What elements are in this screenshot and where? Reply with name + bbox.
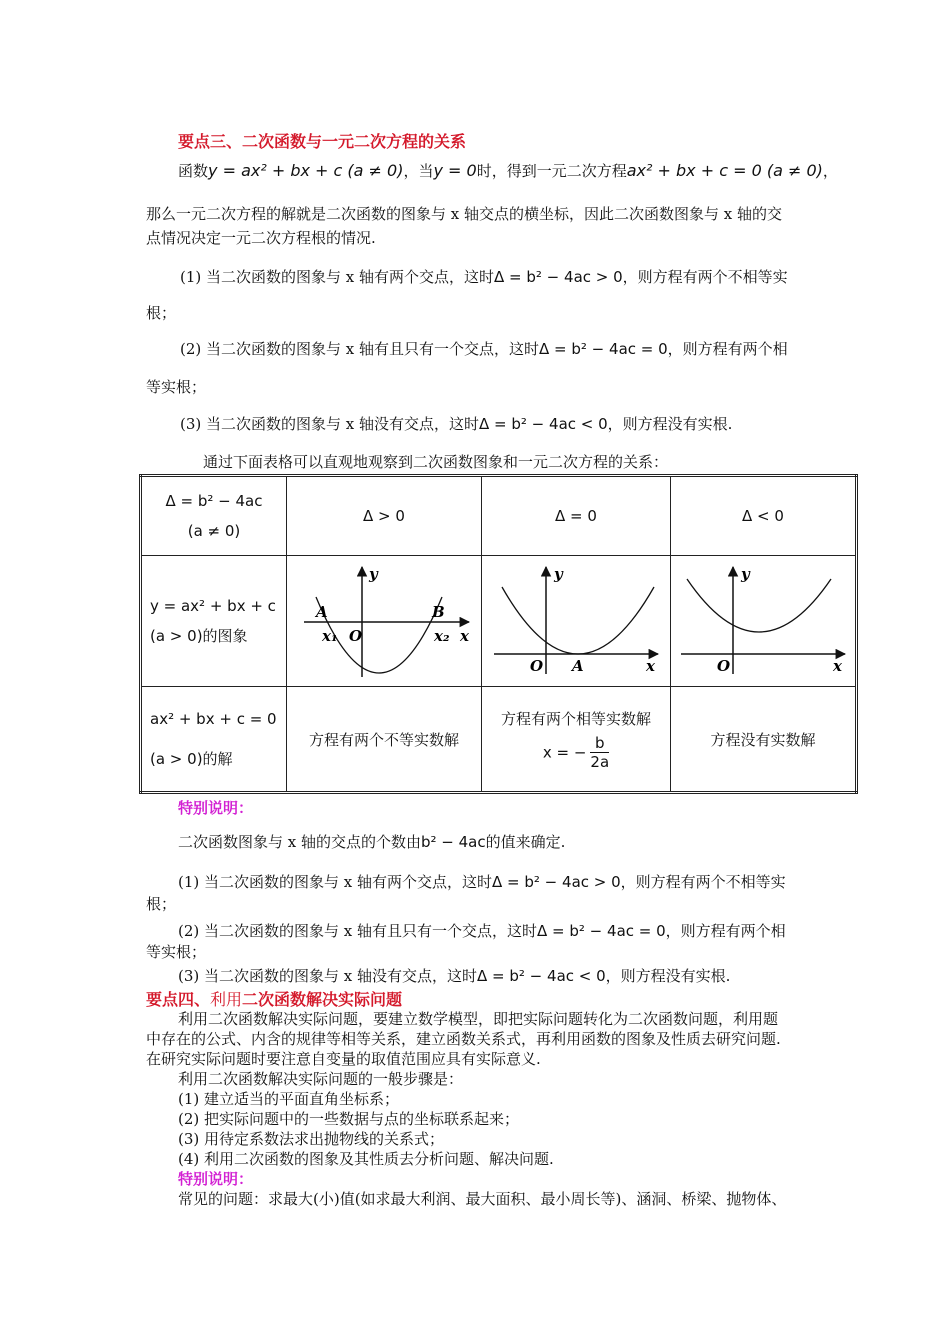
parabola (502, 587, 654, 654)
two-equal-roots: 方程有两个相等实数解 (500, 709, 651, 728)
y-zero-formula: y = 0 (433, 161, 477, 180)
graph-no-root-cell (671, 556, 857, 687)
condition-label (150, 739, 286, 779)
special-case2-line (178, 920, 786, 942)
header-cell-discriminant (141, 476, 287, 556)
equation-label: ax² + bx + c = 0 (150, 710, 277, 728)
header-condition: (a ≠ 0) (187, 522, 241, 540)
graph-two-roots (294, 559, 474, 679)
function-label: y = ax² + bx + c (150, 597, 276, 615)
origin-label: O (530, 657, 544, 675)
discriminant-formula: Δ = b² − 4ac < 0 (477, 967, 606, 985)
text: (1) 当二次函数的图象与 x 轴有两个交点，这时 (180, 268, 495, 286)
denominator: 2a (590, 752, 610, 771)
y-label: y (554, 565, 563, 583)
header-positive: Δ > 0 (363, 507, 405, 525)
point-b-label: B (432, 603, 445, 621)
header-negative: Δ < 0 (742, 507, 784, 525)
header-formula: Δ = b² − 4ac (165, 492, 263, 510)
text: (3) 当二次函数的图象与 x 轴没有交点，这时 (180, 415, 480, 433)
discriminant-formula: Δ = b² − 4ac = 0 (539, 340, 668, 358)
steps-intro: 利用二次函数解决实际问题的一般步骤是： (178, 1070, 464, 1088)
solution-row-label (141, 687, 287, 793)
point-a-label: A (572, 657, 584, 675)
special-note-title-2: 特别说明： (178, 1170, 254, 1188)
discriminant-formula: Δ = b² − 4ac > 0 (492, 873, 621, 891)
heading-use: 利用 (210, 990, 243, 1009)
text: ，则方程没有实根. (607, 415, 733, 433)
case2-line (180, 338, 788, 360)
table-intro: 通过下面表格可以直观地观察到二次函数图象和一元二次方程的关系： (203, 453, 669, 471)
special-note-title: 特别说明： (178, 799, 254, 817)
text: ，则方程有两个不相等实 (620, 873, 786, 891)
case3-line (180, 413, 732, 435)
condition-label (150, 621, 286, 651)
root-lhs: x = − (542, 743, 587, 761)
section3-line3: 点情况决定一元二次方程根的情况. (146, 229, 376, 247)
two-distinct-roots-cell (287, 687, 482, 793)
x1-label: x₁ (322, 627, 338, 645)
common-problems: 常见的问题：求最大(小)值(如求最大利润、最大面积、最小周长等)、涵洞、桥梁、抛物体、 (178, 1190, 787, 1208)
text: 函数 (178, 162, 209, 180)
text: ，则方程有两个相 (665, 922, 786, 940)
text: ，则方程有两个不相等实 (622, 268, 788, 286)
table-header-row (141, 476, 857, 556)
case2-cont: 等实根； (146, 378, 207, 396)
graph-text: 的图象 (202, 627, 248, 645)
graph-two-roots-cell (287, 556, 482, 687)
graph-one-root (488, 559, 664, 679)
relation-table (139, 474, 858, 794)
header-cell-positive (287, 476, 482, 556)
section3-line2: 那么一元二次方程的解就是二次函数的图象与 x 轴交点的横坐标，因此二次函数图象与 x 轴的交 (146, 205, 782, 223)
no-roots: 方程没有实数解 (710, 730, 816, 749)
step-item: (1) 建立适当的平面直角坐标系； (178, 1090, 400, 1108)
discriminant-expr: b² − 4ac (421, 833, 486, 851)
origin-label: O (349, 627, 363, 645)
root-fraction (590, 734, 609, 771)
root-formula (482, 734, 670, 771)
equation-formula: ax² + bx + c = 0 (a ≠ 0) (626, 161, 823, 180)
text: ，则方程没有实根. (605, 967, 731, 985)
header-cell-zero (482, 476, 671, 556)
text: ，当 (403, 162, 434, 180)
text: ， (822, 162, 838, 180)
graph-one-root-cell (482, 556, 671, 687)
special-case1-line (178, 871, 786, 893)
header-zero: Δ = 0 (555, 507, 597, 525)
text: (3) 当二次函数的图象与 x 轴没有交点，这时 (178, 967, 478, 985)
origin-label: O (717, 657, 731, 675)
discriminant-formula: Δ = b² − 4ac > 0 (494, 268, 623, 286)
x2-label: x₂ (434, 627, 450, 645)
graph-row-label (141, 556, 287, 687)
step-item: (2) 把实际问题中的一些数据与点的坐标联系起来； (178, 1110, 520, 1128)
text: (2) 当二次函数的图象与 x 轴有且只有一个交点，这时 (178, 922, 538, 940)
condition: (a > 0) (150, 750, 203, 768)
section3-heading: 要点三、二次函数与一元二次方程的关系 (178, 132, 467, 151)
x-label: x (460, 627, 469, 645)
text: 二次函数图象与 x 轴的交点的个数由 (178, 833, 421, 851)
special-case2-cont: 等实根； (146, 943, 207, 961)
special-case1-cont: 根； (146, 895, 177, 913)
text: 的值来确定. (485, 833, 566, 851)
special-case3-line (178, 965, 730, 987)
header-cell-negative (671, 476, 857, 556)
solution-text: 的解 (202, 750, 233, 768)
text: ，则方程有两个相 (667, 340, 788, 358)
text: (1) 当二次函数的图象与 x 轴有两个交点，这时 (178, 873, 493, 891)
step-item: (4) 利用二次函数的图象及其性质去分析问题、解决问题. (178, 1150, 554, 1168)
x-label: x (833, 657, 842, 675)
special-note-line (178, 831, 565, 853)
case1-cont: 根； (146, 304, 177, 322)
heading-prefix: 要点四、 (146, 990, 211, 1009)
condition: (a > 0) (150, 627, 203, 645)
table-solution-row (141, 687, 857, 793)
function-formula: y = ax² + bx + c (a ≠ 0) (208, 161, 404, 180)
case1-line (180, 266, 788, 288)
y-label: y (741, 565, 750, 583)
heading-rest: 二次函数解决实际问题 (242, 990, 403, 1009)
section3-intro-line (178, 160, 838, 182)
no-roots-cell (671, 687, 857, 793)
two-equal-roots-cell (482, 687, 671, 793)
table-graph-row (141, 556, 857, 687)
section4-para1: 利用二次函数解决实际问题，要建立数学模型，即把实际问题转化为二次函数问题，利用题 (178, 1010, 779, 1028)
text: 时，得到一元二次方程 (476, 162, 627, 180)
section4-para3: 在研究实际问题时要注意自变量的取值范围应具有实际意义. (146, 1050, 541, 1068)
section4-para2: 中存在的公式、内含的规律等相等关系，建立函数关系式，再利用函数的图象及性质去研究问题. (146, 1030, 781, 1048)
section4-heading (146, 987, 402, 1010)
y-label: y (369, 565, 378, 583)
numerator: b (590, 734, 609, 753)
step-item: (3) 用待定系数法求出抛物线的关系式； (178, 1130, 445, 1148)
point-a-label: A (316, 603, 328, 621)
discriminant-formula: Δ = b² − 4ac < 0 (479, 415, 608, 433)
two-distinct-roots: 方程有两个不等实数解 (308, 730, 459, 749)
x-label: x (646, 657, 655, 675)
graph-no-root (675, 559, 851, 679)
discriminant-formula: Δ = b² − 4ac = 0 (537, 922, 666, 940)
text: (2) 当二次函数的图象与 x 轴有且只有一个交点，这时 (180, 340, 540, 358)
parabola (687, 579, 831, 632)
